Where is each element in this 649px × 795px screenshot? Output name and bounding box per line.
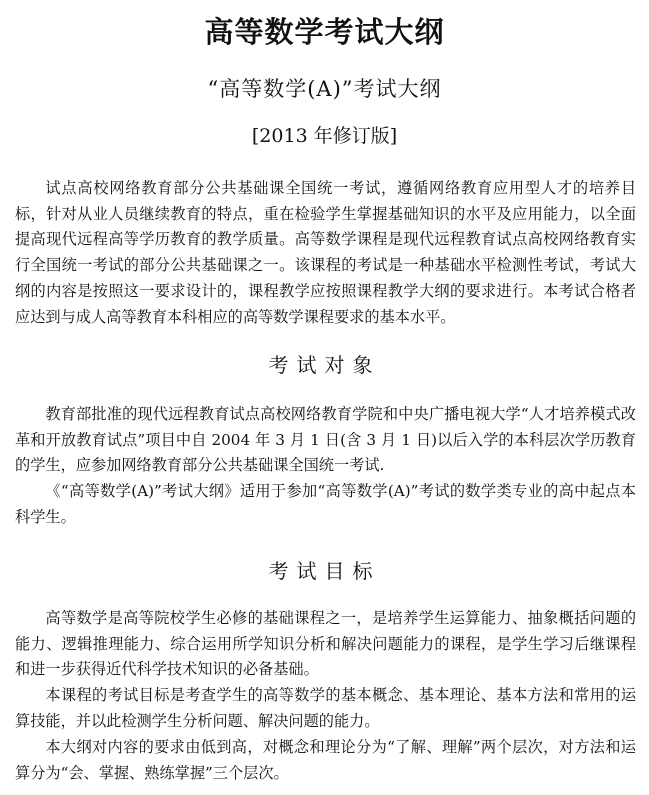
section-heading-exam-audience: 考试对象	[268, 353, 381, 377]
exam-audience-paragraph-2: 《“高等数学(A)”考试大纲》适用于参加“高等数学(A)”考试的数学类专业的高中起点本科学生。	[15, 482, 636, 526]
intro-paragraph: 试点高校网络教育部分公共基础课全国统一考试，遵循网络教育应用型人才的培养目标，针对从业人员继续教育的特点，重在检验学生掌握基础知识的水平及应用能力，以全面提高现代远程高等学历教育的教学质量。高等数学课程是现代远程教育试点高校网络教育实行全国统一考试的部分公共基础课之一。该课程的考试是一种基础水平检测性考试，考试大纲的内容是按照这一要求设计的，课程教学应按照课程教学大纲的要求进行。本考试合格者应达到与成人高等教育本科相应的高等数学课程要求的基本水平。	[15, 179, 636, 326]
exam-objectives-paragraph-2: 本课程的考试目标是考查学生的高等数学的基本概念、基本理论、基本方法和常用的运算技能，并以此检测学生分析问题、解决问题的能力。	[15, 686, 636, 730]
exam-objectives-paragraph-3: 本大纲对内容的要求由低到高，对概念和理论分为“了解、理解”两个层次，对方法和运算分为“会、掌握、熟练掌握”三个层次。	[15, 738, 636, 782]
section-heading-exam-objectives: 考试目标	[268, 559, 381, 583]
document-title: 高等数学考试大纲	[204, 15, 445, 49]
document-subtitle: “高等数学(A)”考试大纲	[207, 77, 442, 101]
edition-label: [2013 年修订版]	[251, 125, 398, 147]
exam-objectives-paragraph-1: 高等数学是高等院校学生必修的基础课程之一，是培养学生运算能力、抽象概括问题的能力、逻辑推理能力、综合运用所学知识分析和解决问题能力的课程，是学生学习后继课程和进一步获得近代科学技术知识的必备基础。	[15, 609, 636, 679]
exam-audience-paragraph-1: 教育部批准的现代远程教育试点高校网络教育学院和中央广播电视大学“人才培养模式改革和开放教育试点”项目中自 2004 年 3 月 1 日(含 3 月 1 日)以后入学的本科层次学历教育的学生，应参加网络教育部分公共基础课全国统一考试.	[15, 405, 636, 475]
